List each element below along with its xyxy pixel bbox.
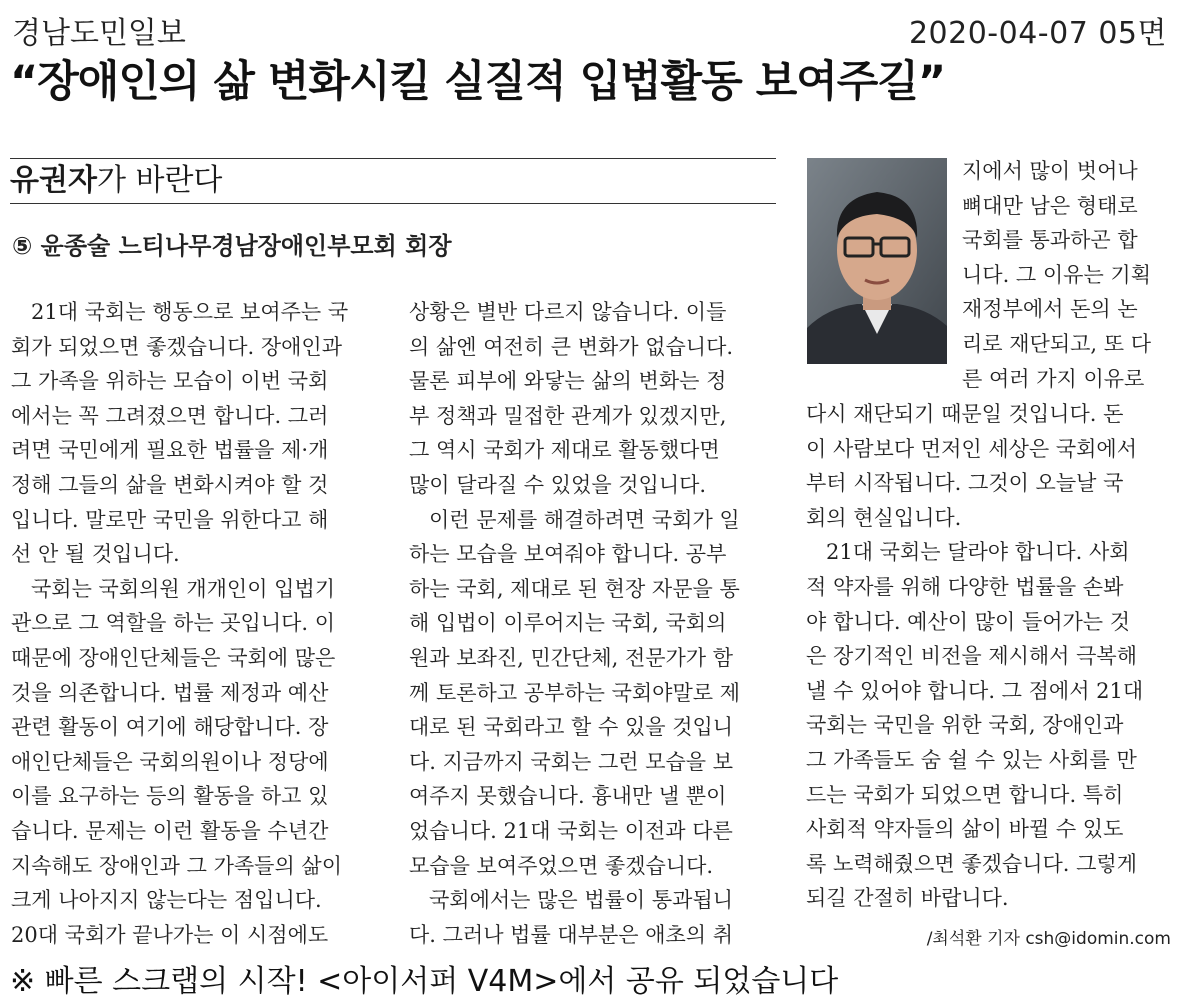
article-column-2 bbox=[409, 295, 775, 952]
text-line: 니다. 그 이유는 기획 bbox=[962, 262, 1151, 287]
article-column-3 bbox=[806, 397, 1174, 916]
text-line: 다. 지금까지 국회는 그런 모습을 보 bbox=[409, 749, 734, 774]
text-line: 리로 재단되고, 또 다 bbox=[962, 331, 1151, 356]
text-line: 록 노력해줬으면 좋겠습니다. 그렇게 bbox=[806, 851, 1137, 876]
text-line: 되길 간절히 바랍니다. bbox=[806, 886, 1009, 911]
text-line: 국회는 국민을 위한 국회, 장애인과 bbox=[806, 713, 1124, 738]
text-line: 크게 나아지지 않는다는 점입니다. bbox=[11, 888, 322, 913]
text-line: 재정부에서 돈의 논 bbox=[962, 297, 1138, 322]
text-line: 지속해도 장애인과 그 가족들의 삶이 bbox=[11, 853, 342, 878]
text-line: 다. 그러나 법률 대부분은 애초의 취 bbox=[409, 922, 734, 947]
text-line: 지에서 많이 벗어나 bbox=[962, 159, 1138, 183]
article-column-3-wrap bbox=[962, 154, 1174, 396]
text-line: 국회는 국회의원 개개인이 입법기 bbox=[31, 576, 336, 601]
newspaper-name: 경남도민일보 bbox=[12, 16, 186, 51]
text-line: 국회를 통과하곤 합 bbox=[962, 228, 1138, 253]
text-line: 하는 모습을 보여줘야 합니다. 공부 bbox=[409, 542, 727, 567]
text-line: 적 약자를 위해 다양한 법률을 손봐 bbox=[806, 574, 1124, 599]
text-line: 습니다. 문제는 이런 활동을 수년간 bbox=[11, 818, 329, 843]
text-line: 회가 되었으면 좋겠습니다. 장애인과 bbox=[11, 334, 342, 359]
text-line: 20대 국회가 끝나가는 이 시점에도 bbox=[11, 922, 329, 947]
text-line: 다시 재단되기 때문일 것입니다. 돈 bbox=[806, 402, 1124, 426]
series-label-bold: 유권자 bbox=[10, 163, 97, 198]
headline: “장애인의 삶 변화시킬 실질적 입법활동 보여주길” bbox=[10, 57, 946, 107]
text-line: 려면 국민에게 필요한 법률을 제·개 bbox=[11, 438, 329, 463]
text-line: 관으로 그 역할을 하는 곳입니다. 이 bbox=[11, 611, 336, 636]
date-and-page: 2020-04-07 05면 bbox=[908, 16, 1167, 51]
text-line: 부 정책과 밀접한 관계가 있겠지만, bbox=[409, 403, 727, 428]
text-line: 은 장기적인 비전을 제시해서 극복해 bbox=[806, 644, 1137, 669]
text-line: 관련 활동이 여기에 해당합니다. 장 bbox=[11, 715, 329, 740]
text-line: 이 사람보다 먼저인 세상은 국회에서 bbox=[806, 436, 1137, 461]
text-line: 애인단체들은 국회의원이나 정당에 bbox=[11, 749, 329, 774]
portrait-illustration bbox=[807, 158, 947, 364]
text-line: 른 여러 가지 이유로 bbox=[962, 366, 1145, 391]
text-line: 그 역시 국회가 제대로 활동했다면 bbox=[409, 438, 720, 463]
article-column-1 bbox=[11, 295, 377, 952]
text-line: 대로 된 국회라고 할 수 있을 것입니 bbox=[409, 715, 734, 740]
text-line: 입니다. 말로만 국민을 위한다고 해 bbox=[11, 507, 329, 532]
text-line: 21대 국회는 행동으로 보여주는 국 bbox=[31, 300, 349, 324]
text-line: 뼈대만 남은 형태로 bbox=[962, 193, 1138, 218]
text-line: 해 입법이 이루어지는 국회, 국회의 bbox=[409, 611, 727, 636]
text-line: 부터 시작됩니다. 그것이 오늘날 국 bbox=[806, 471, 1124, 496]
text-line: 여주지 못했습니다. 흉내만 낼 뿐이 bbox=[409, 784, 727, 809]
subhead: ⑤ 윤종술 느티나무경남장애인부모회 회장 bbox=[12, 232, 452, 260]
text-line: 모습을 보여주었으면 좋겠습니다. bbox=[409, 853, 714, 878]
text-line: 이런 문제를 해결하려면 국회가 일 bbox=[429, 507, 740, 532]
text-line: 때문에 장애인단체들은 국회에 많은 bbox=[11, 645, 336, 670]
portrait-photo bbox=[807, 158, 947, 364]
series-label-rest: 가 바란다 bbox=[96, 163, 223, 198]
text-line: 물론 피부에 와닿는 삶의 변화는 정 bbox=[409, 369, 727, 394]
text-line: 었습니다. 21대 국회는 이전과 다른 bbox=[409, 818, 733, 843]
text-line: 야 합니다. 예산이 많이 들어가는 것 bbox=[806, 609, 1131, 634]
text-line: 낼 수 있어야 합니다. 그 점에서 21대 bbox=[806, 678, 1144, 703]
text-line: 21대 국회는 달라야 합니다. 사회 bbox=[826, 540, 1130, 565]
text-line: 것을 의존합니다. 법률 제정과 예산 bbox=[11, 680, 329, 705]
text-line: 하는 국회, 제대로 된 현장 자문을 통 bbox=[409, 576, 740, 601]
text-line: 국회에서는 많은 법률이 통과됩니 bbox=[429, 888, 734, 913]
text-line: 많이 달라질 수 있었을 것입니다. bbox=[409, 472, 707, 497]
text-line: 그 가족을 위하는 모습이 이번 국회 bbox=[11, 369, 329, 394]
reporter-byline: /최석환 기자 csh@idomin.com bbox=[926, 929, 1171, 949]
text-line: 상황은 별반 다르지 않습니다. 이들 bbox=[409, 300, 727, 324]
text-line: 사회적 약자들의 삶이 바뀔 수 있도 bbox=[806, 817, 1124, 842]
text-line: 선 안 될 것입니다. bbox=[11, 542, 180, 567]
text-line: 정해 그들의 삶을 변화시켜야 할 것 bbox=[11, 472, 329, 497]
text-line: 에서는 꼭 그려졌으면 합니다. 그러 bbox=[11, 403, 329, 428]
series-label bbox=[10, 158, 776, 204]
text-line: 의 삶엔 여전히 큰 변화가 없습니다. bbox=[409, 334, 734, 359]
text-line: 이를 요구하는 등의 활동을 하고 있 bbox=[11, 784, 329, 809]
text-line: 그 가족들도 숨 쉴 수 있는 사회를 만 bbox=[806, 747, 1137, 772]
share-footer: ※ 빠른 스크랩의 시작! <아이서퍼 V4M>에서 공유 되었습니다 bbox=[10, 964, 839, 999]
text-line: 드는 국회가 되었으면 합니다. 특히 bbox=[806, 782, 1124, 807]
text-line: 께 토론하고 공부하는 국회야말로 제 bbox=[409, 680, 740, 705]
text-line: 회의 현실입니다. bbox=[806, 505, 962, 530]
text-line: 원과 보좌진, 민간단체, 전문가가 함 bbox=[409, 645, 734, 670]
